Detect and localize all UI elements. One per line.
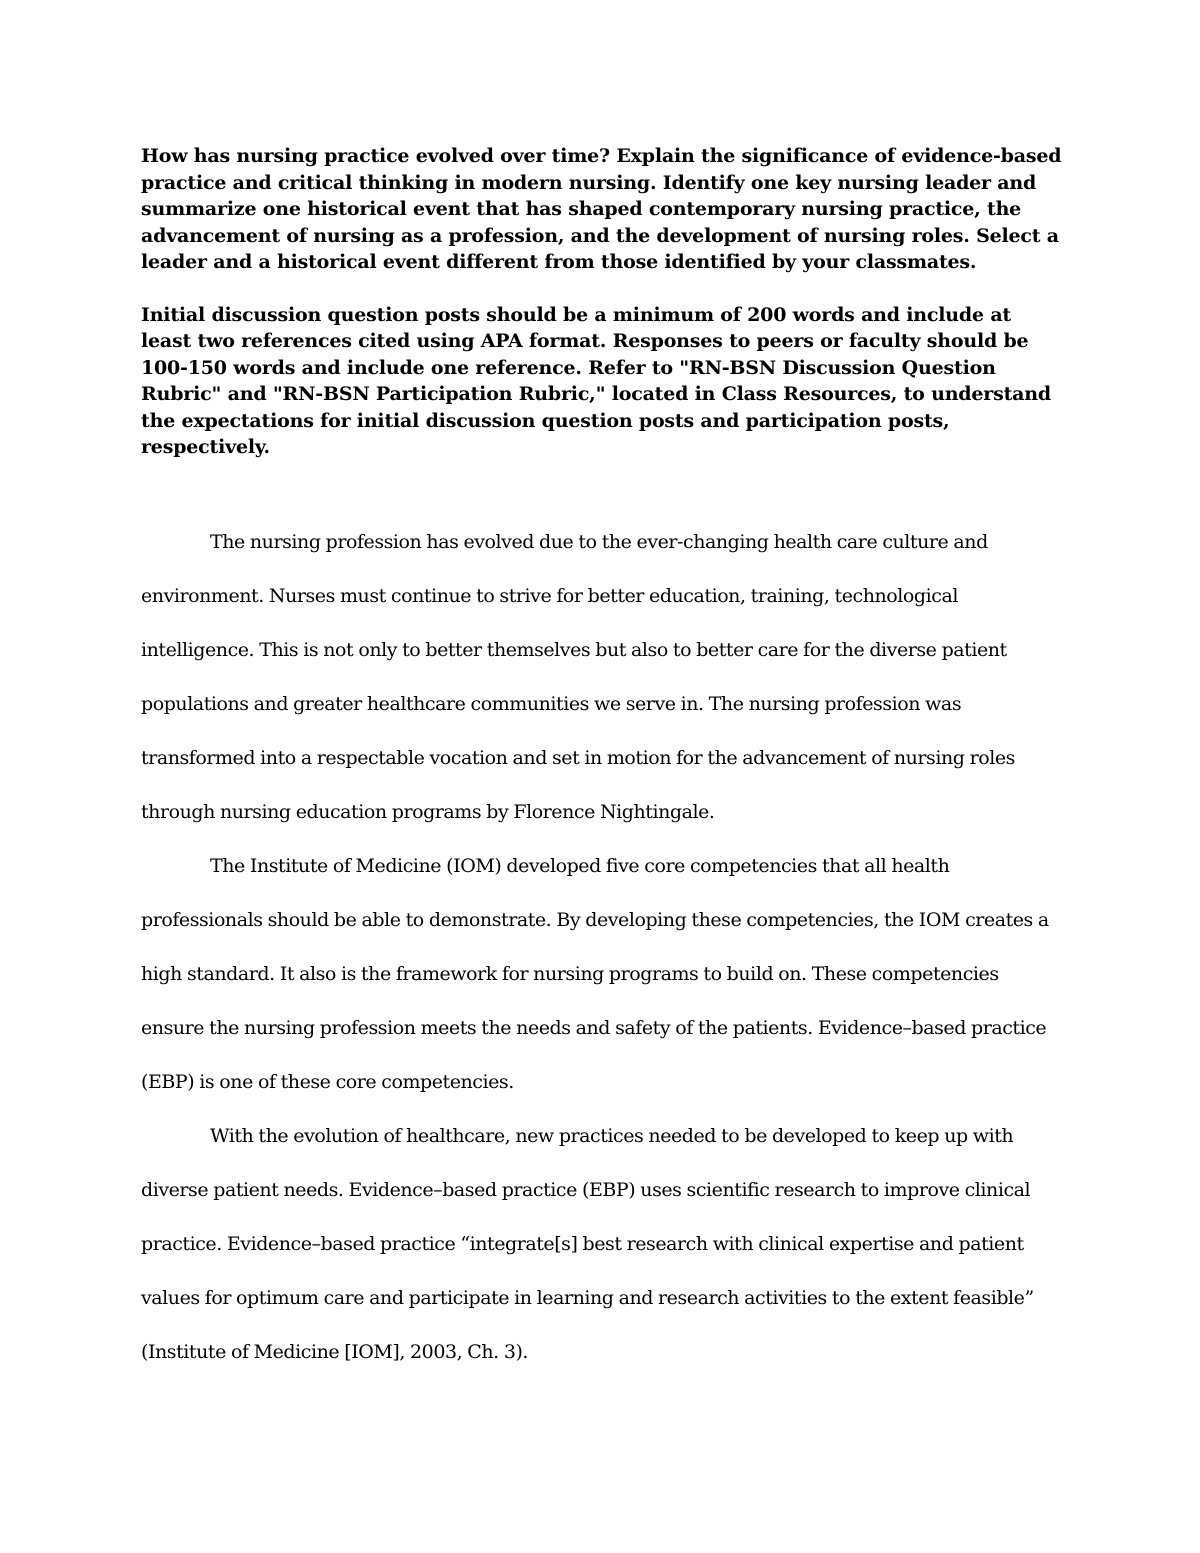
essay-paragraph: With the evolution of healthcare, new practices needed to be developed to keep up with diverse patient needs. Evidence–based practice (EBP) uses scientific research to improve clinical practice. Evidence–based practice “integrate[s] best research with clinical expertise and patient values for optimum care and participate in learning and research activities to the extent feasible” (Institute of Medicine [IOM], 2003, Ch. 3). (141, 1124, 1034, 1363)
essay-paragraph: The Institute of Medicine (IOM) developed five core competencies that all health professionals should be able to demonstrate. By developing these competencies, the IOM creates a high standard. It also is the framework for nursing programs to build on. These competencies ensure the nursing profession meets the needs and safety of the patients. Evidence–based practice (EBP) is one of these core competencies. (141, 854, 1049, 1093)
prompt-question: How has nursing practice evolved over time? Explain the significance of evidence-based practice and critical thinking in modern nursing. Identify one key nursing leader and summarize one historical event that has shaped contemporary nursing practice, the advancement of nursing as a profession, and the development of nursing roles. Select a leader and a historical event different from those identified by your classmates. (141, 145, 1062, 273)
prompt-instructions: Initial discussion question posts should be a minimum of 200 words and include at least two references cited using APA format. Responses to peers or faculty should be 100-150 words and include one reference. Refer to "RN-BSN Discussion Question Rubric" and "RN-BSN Participation Rubric," located in Class Resources, to understand the expectations for initial discussion question posts and participation posts, respectively. (141, 303, 1051, 458)
document-body (141, 143, 1066, 1379)
essay-response (141, 515, 1066, 1379)
essay-paragraph: The nursing profession has evolved due to the ever-changing health care culture and environment. Nurses must continue to strive for better education, training, technological intelligence. This is not only to better themselves but also to better care for the diverse patient populations and greater healthcare communities we serve in. The nursing profession was transformed into a respectable vocation and set in motion for the advancement of nursing roles through nursing education programs by Florence Nightingale. (141, 530, 1015, 823)
